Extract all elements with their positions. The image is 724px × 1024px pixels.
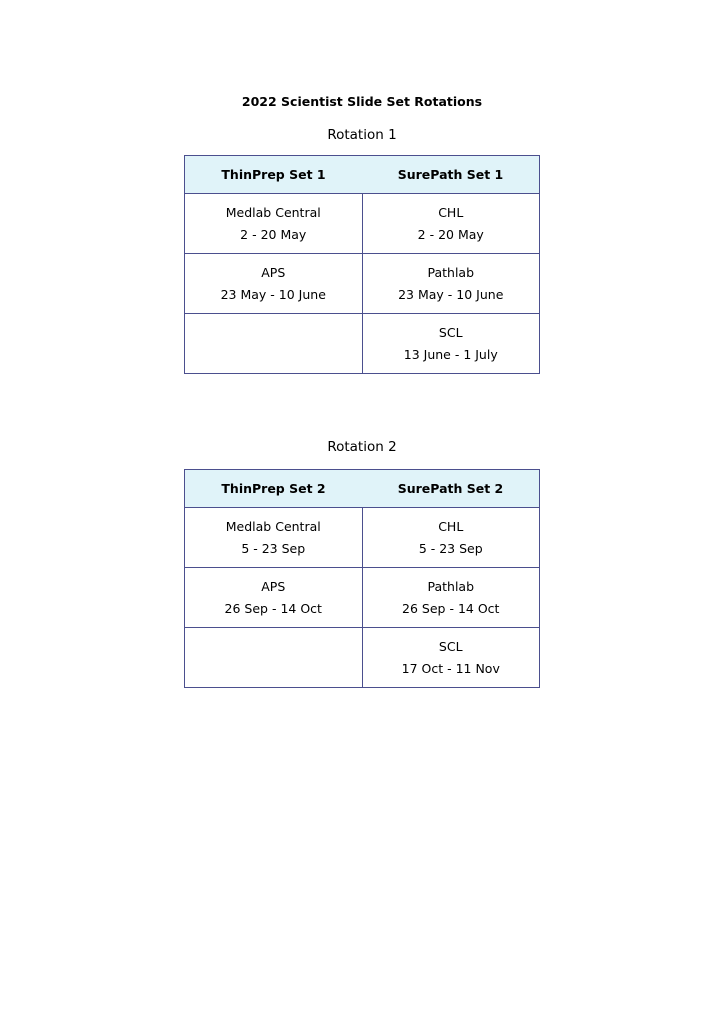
table-row [185,568,540,628]
table-cell [362,314,540,374]
date-range: 2 - 20 May [240,226,307,242]
rotation-1-table [184,155,540,374]
table-cell [362,628,540,688]
lab-name: SCL [438,324,463,340]
table-row [185,508,540,568]
column-header-thinprep: ThinPrep Set 1 [185,156,363,194]
lab-name: CHL [438,518,464,534]
rotation-2-heading: Rotation 2 [327,439,397,455]
date-range: 23 May - 10 June [398,286,504,302]
date-range: 5 - 23 Sep [418,540,483,556]
lab-name: SCL [438,638,463,654]
date-range: 26 Sep - 14 Oct [224,600,322,616]
table-cell [362,568,540,628]
lab-name: APS [261,578,286,594]
date-range: 17 Oct - 11 Nov [401,660,500,676]
table-cell [362,254,540,314]
column-header-surepath: SurePath Set 2 [362,470,540,508]
table-cell [185,194,363,254]
table-row [185,194,540,254]
rotation-2-table [184,469,540,688]
table-row [185,628,540,688]
table-cell [362,194,540,254]
lab-name: CHL [438,204,464,220]
table-cell [185,568,363,628]
lab-name: Pathlab [427,264,475,280]
empty-cell [185,314,363,374]
column-header-surepath: SurePath Set 1 [362,156,540,194]
date-range: 26 Sep - 14 Oct [402,600,500,616]
table-header-row [185,156,540,194]
table-row [185,314,540,374]
table-cell [185,508,363,568]
table-cell [185,254,363,314]
table-row [185,254,540,314]
date-range: 5 - 23 Sep [241,540,306,556]
table-header-row [185,470,540,508]
table-cell [362,508,540,568]
empty-cell [185,628,363,688]
lab-name: Medlab Central [225,204,321,220]
date-range: 23 May - 10 June [220,286,326,302]
date-range: 13 June - 1 July [403,346,498,362]
document-title: 2022 Scientist Slide Set Rotations [241,94,483,109]
lab-name: Medlab Central [225,518,321,534]
date-range: 2 - 20 May [417,226,484,242]
column-header-thinprep: ThinPrep Set 2 [185,470,363,508]
lab-name: APS [261,264,286,280]
rotation-1-heading: Rotation 1 [327,127,397,143]
lab-name: Pathlab [427,578,475,594]
